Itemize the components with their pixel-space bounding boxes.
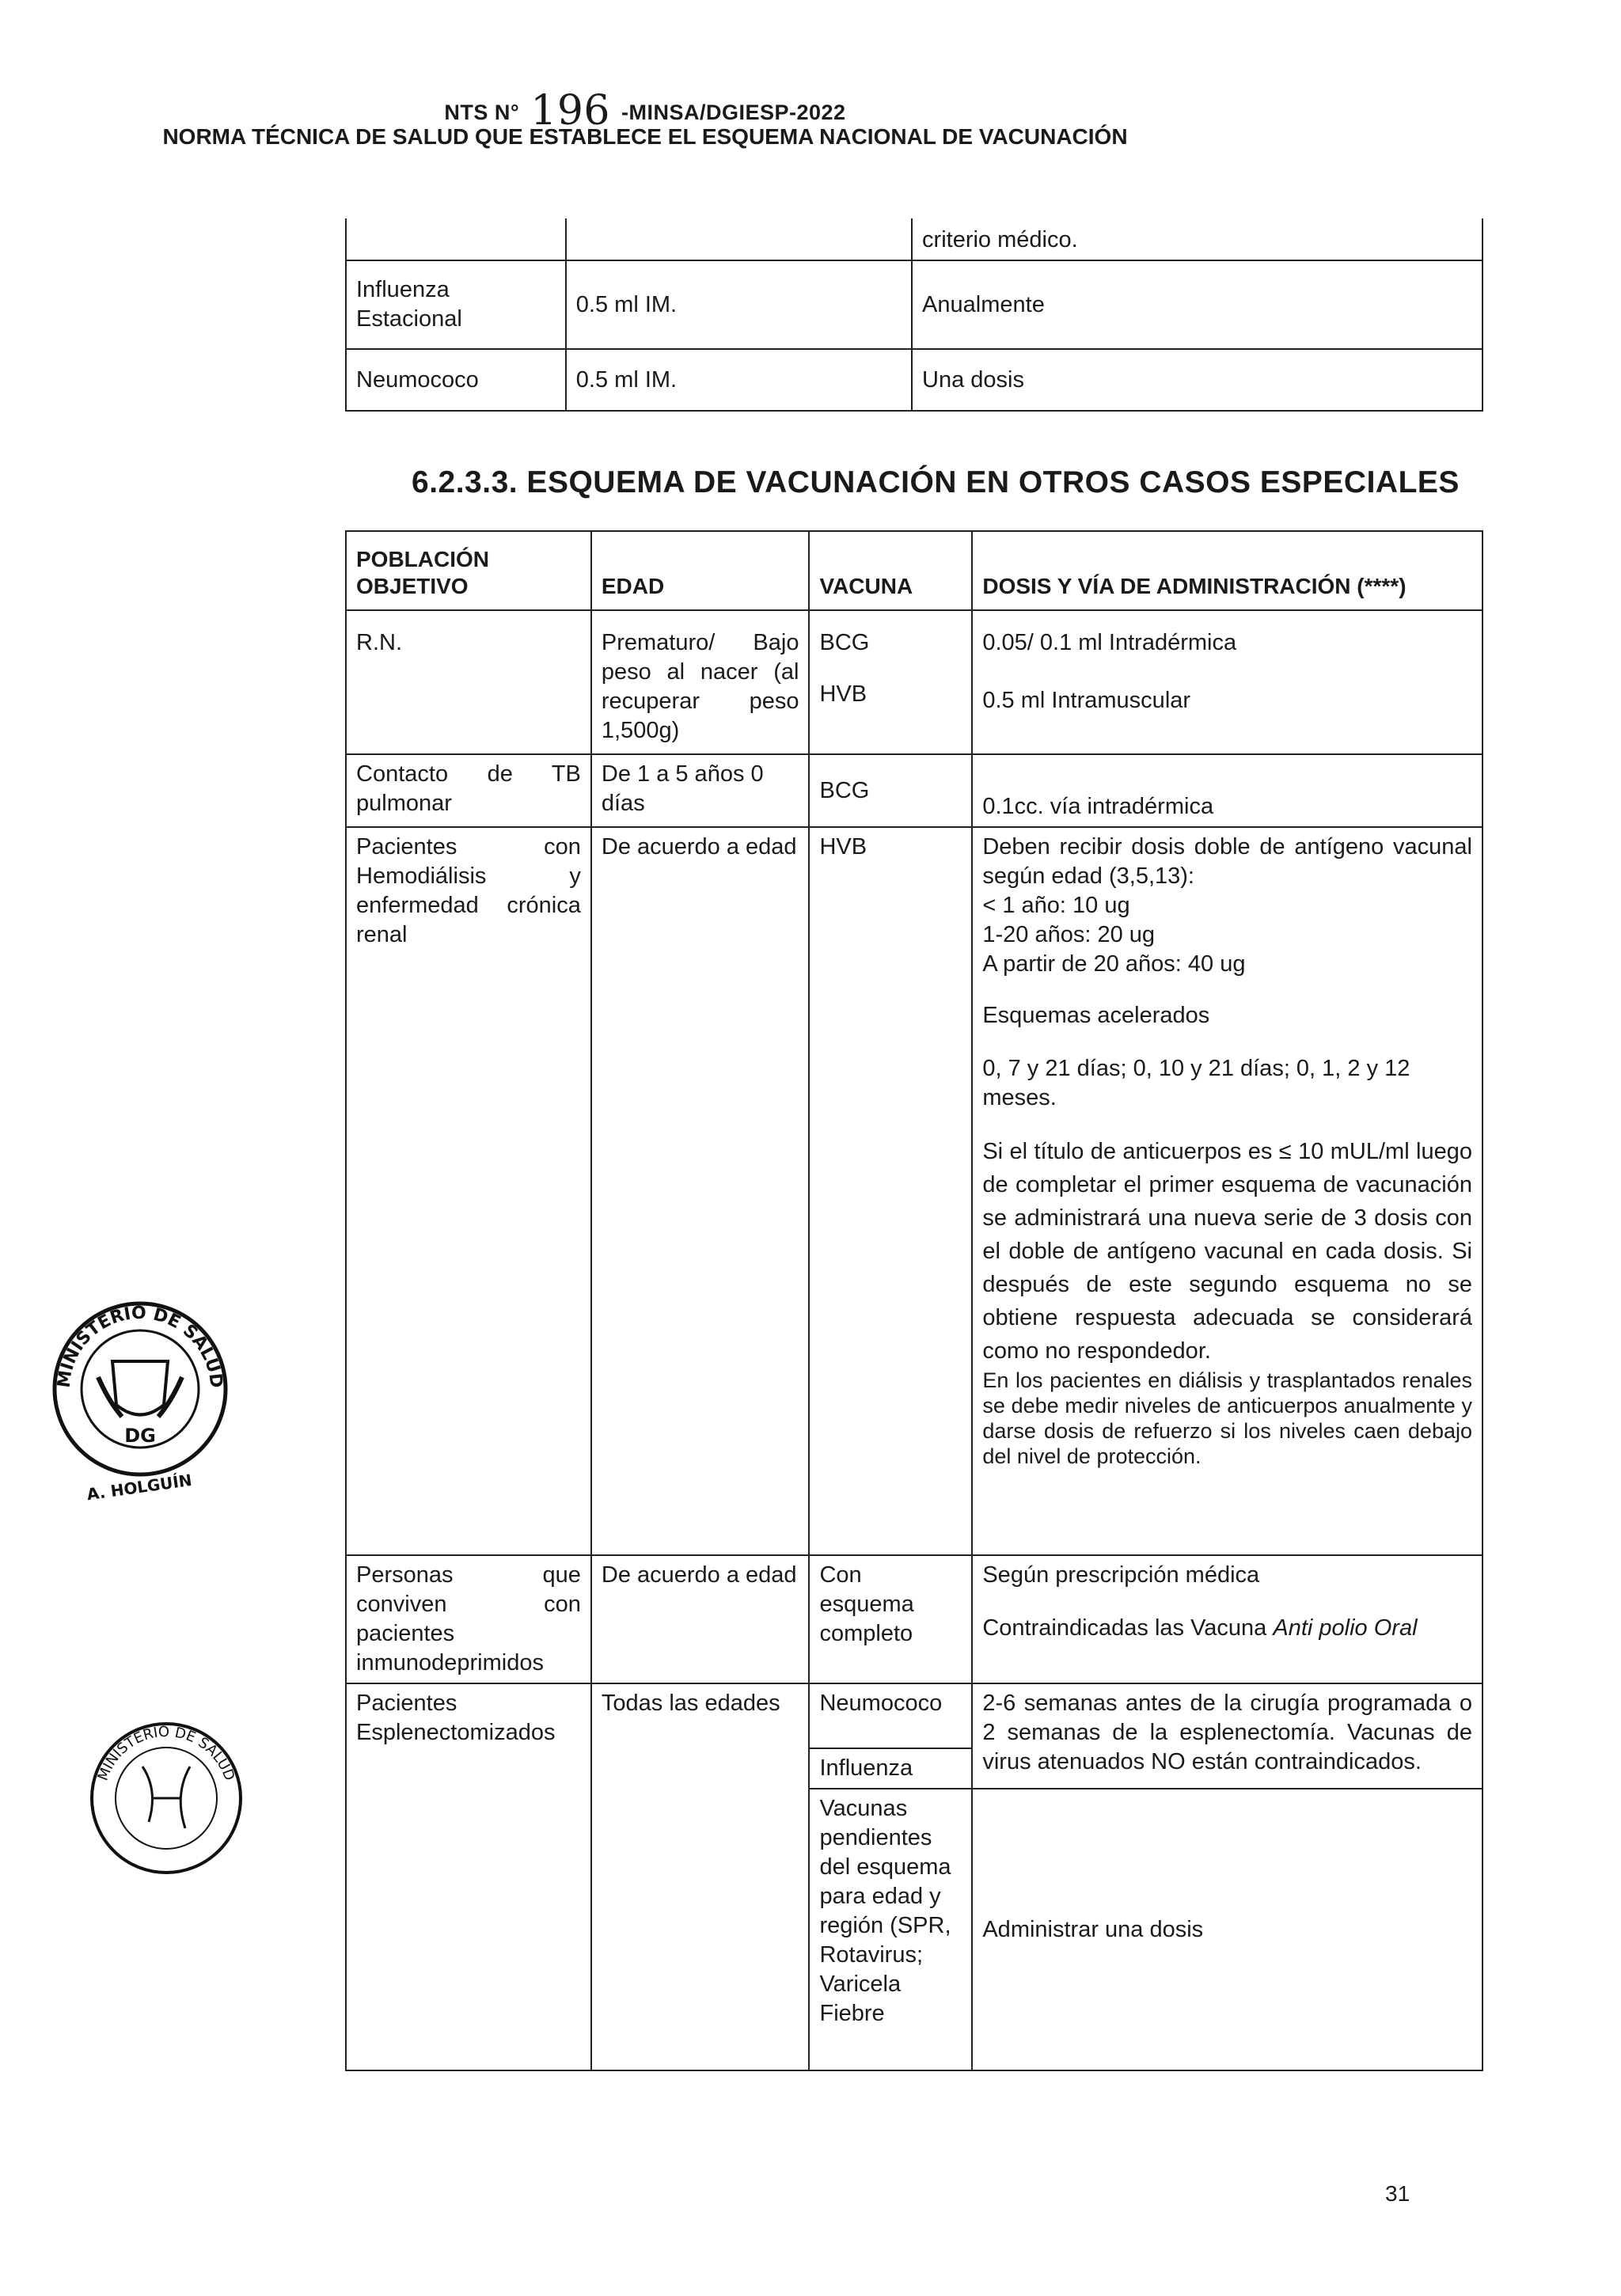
- dose-text: Deben recibir dosis doble de antígeno vacunal según edad (3,5,13):: [982, 834, 1472, 889]
- table-cell: [972, 827, 1482, 1555]
- coat-of-arms-icon: [112, 1361, 168, 1415]
- table-cell: Anualmente: [912, 260, 1482, 349]
- titer-text: Si el título de anticuerpos es ≤ 10 mUL/ml luego de completar el primer esquema de vacunación se administrará una nueva serie de 3 dosis con el doble de antígeno vacunal en cada dosis. Si después de este segundo esquema no se obtiene respuesta adecuada se considerará como no respondedor.: [982, 1139, 1472, 1364]
- table-cell: De 1 a 5 años 0 días: [591, 754, 810, 827]
- norm-subtitle: [0, 124, 1621, 150]
- table-cell: 2-6 semanas antes de la cirugía programada o 2 semanas de la esplenectomía. Vacunas de virus atenuados NO están contraindicados.: [972, 1683, 1482, 1789]
- table-cell: 0.5 ml IM.: [566, 349, 912, 411]
- dose-line: 0.05/ 0.1 ml Intradérmica: [982, 630, 1237, 655]
- column-header-poblacion: POBLACIÓN OBJETIVO: [346, 531, 591, 610]
- seal-center-text: DG: [124, 1425, 156, 1447]
- table-cell: [346, 218, 566, 260]
- top-vaccine-table: [345, 218, 1483, 412]
- table-cell: Neumococo: [346, 349, 566, 411]
- vaccine-hvb: HVB: [819, 681, 867, 707]
- table-cell: [566, 218, 912, 260]
- signature-icon: [142, 1767, 190, 1828]
- table-cell: Pacientes con Hemodiálisis y enfermedad crónica renal: [346, 827, 591, 1555]
- seal-caption: A. HOLGUÍN: [85, 1470, 193, 1504]
- table-cell: Neumococo: [809, 1683, 972, 1748]
- accelerated-schedule: 0, 7 y 21 días; 0, 10 y 21 días; 0, 1, 2 y 12 meses.: [982, 1056, 1410, 1110]
- dose-line: 1-20 años: 20 ug: [982, 922, 1156, 947]
- table-row: [346, 754, 1482, 827]
- table-cell: Influenza Estacional: [346, 260, 566, 349]
- table-cell: Una dosis: [912, 349, 1482, 411]
- dose-line: 0.5 ml Intramuscular: [982, 688, 1191, 713]
- special-cases-table: [345, 530, 1483, 2071]
- table-row: [346, 349, 1482, 411]
- vaccine-bcg: BCG: [819, 630, 870, 655]
- svg-text:MINISTERIO DE SALUD: [54, 1304, 226, 1389]
- table-cell: R.N.: [346, 610, 591, 754]
- table-cell: 0.1cc. vía intradérmica: [972, 754, 1482, 827]
- seal-ring-text: MINISTERIO DE SALUD: [54, 1303, 226, 1389]
- table-row: [346, 1683, 1482, 1748]
- table-row: [346, 827, 1482, 1555]
- column-header-edad: EDAD: [591, 531, 810, 610]
- dose-line: A partir de 20 años: 40 ug: [982, 951, 1246, 977]
- column-header-vacuna: VACUNA: [809, 531, 972, 610]
- contraindication-vaccine: Anti polio Oral: [1273, 1615, 1418, 1641]
- ministry-approval-stamp: [87, 1719, 245, 1877]
- table-cell: Todas las edades: [591, 1683, 810, 2070]
- dose-line: Según prescripción médica: [982, 1562, 1260, 1588]
- table-cell: Pacientes Esplenectomizados: [346, 1683, 591, 2070]
- norm-prefix: NTS N°: [444, 101, 520, 124]
- table-cell: Con esquema completo: [809, 1555, 972, 1683]
- norm-subtitle-text: NORMA TÉCNICA DE SALUD QUE ESTABLECE EL ESQUEMA NACIONAL DE VACUNACIÓN: [162, 124, 1128, 149]
- dialysis-text: En los pacientes en diálisis y trasplantados renales se debe medir niveles de anticuerpos anualmente y darse dosis de refuerzo si los niveles caen debajo del nivel de protección.: [982, 1368, 1472, 1468]
- table-cell: Personas que conviven con pacientes inmunodeprimidos: [346, 1555, 591, 1683]
- table-row: [346, 1555, 1482, 1683]
- table-cell: HVB: [809, 827, 972, 1555]
- table-cell: Administrar una dosis: [972, 1789, 1482, 2070]
- table-row: [346, 610, 1482, 754]
- table-cell: Contacto de TB pulmonar: [346, 754, 591, 827]
- table-cell: criterio médico.: [912, 218, 1482, 260]
- stamp-ring-text: MINISTERIO DE SALUD: [94, 1723, 238, 1783]
- table-cell: De acuerdo a edad: [591, 827, 810, 1555]
- section-title: 6.2.3.3. ESQUEMA DE VACUNACIÓN EN OTROS CASOS ESPECIALES: [412, 465, 1460, 499]
- table-cell: Influenza: [809, 1748, 972, 1789]
- page-number: 31: [1385, 2181, 1410, 2206]
- table-cell: 0.5 ml IM.: [566, 260, 912, 349]
- contraindication-prefix: Contraindicadas las Vacuna: [982, 1615, 1274, 1641]
- ministry-seal-stamp: [49, 1298, 231, 1504]
- svg-text:MINISTERIO DE SALUD: [95, 1724, 238, 1783]
- table-cell: [972, 1555, 1482, 1683]
- table-cell: Prematuro/ Bajo peso al nacer (al recuperar peso 1,500g): [591, 610, 810, 754]
- table-cell: BCG: [809, 754, 972, 827]
- table-header-row: [346, 531, 1482, 610]
- table-row: [346, 260, 1482, 349]
- table-row: [346, 218, 1482, 260]
- dose-line: < 1 año: 10 ug: [982, 893, 1130, 918]
- table-cell: [972, 610, 1482, 754]
- table-cell: [809, 610, 972, 754]
- contraindication-line: [982, 1614, 1472, 1643]
- accelerated-title: Esquemas acelerados: [982, 1003, 1210, 1028]
- norm-suffix: -MINSA/DGIESP-2022: [621, 101, 846, 124]
- norm-number: 196: [530, 87, 610, 135]
- table-cell: De acuerdo a edad: [591, 1555, 810, 1683]
- column-header-dosis: DOSIS Y VÍA DE ADMINISTRACIÓN (****): [972, 531, 1482, 610]
- table-cell: Vacunas pendientes del esquema para edad y región (SPR, Rotavirus; Varicela Fiebre: [809, 1789, 972, 2070]
